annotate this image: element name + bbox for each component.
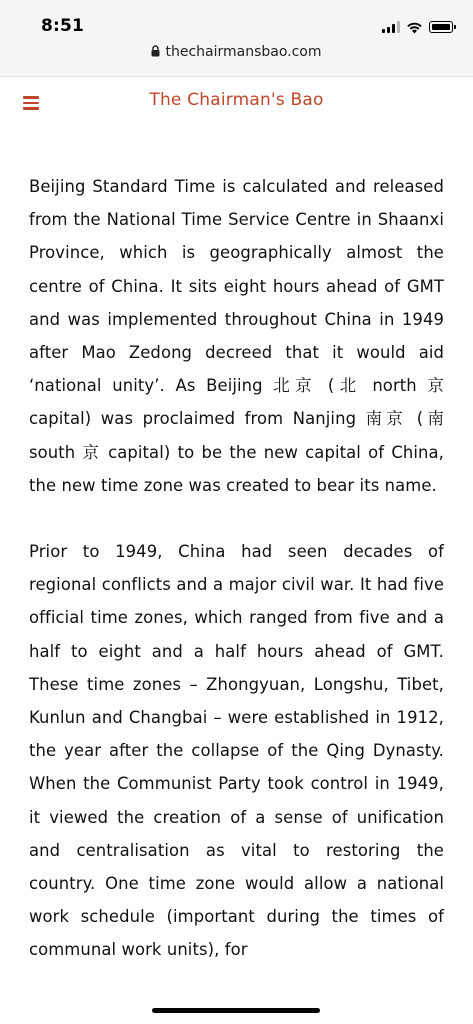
battery-icon (429, 21, 453, 33)
article-paragraph-2: Prior to 1949, China had seen decades of regional conflicts and a major civil war. It had five official time zones, which ranged from five and a half to eight and a half hours ahead of GMT. These time zones – Zhongyuan, Longshu, Tibet, Kunlun and Changbai – were established in 1912, the year after the collapse of the Qing Dynasty. When the Communist Party took control in 1949, it viewed the creation of a sense of unification and centralisation as vital to restoring the country. One time zone would allow a national work schedule (important during the times of communal work units), for (29, 542, 444, 960)
status-time: 8:51 (41, 16, 85, 36)
article-paragraph-1: Beijing Standard Time is calculated and released from the National Time Service Centre in Shaanxi Province, which is geographically almost the centre of China. It sits eight hours ahead of GMT and was implemented throughout China in 1949 after Mao Zedong decreed that it would aid ‘national unity’. As Beijing 北京 (北 north 京 capital) was proclaimed from Nanjing 南京 (南 south 京 capital) to be the new capital of China, the new time zone was created to bear its name. (29, 177, 444, 495)
site-title[interactable]: The Chairman's Bao (149, 90, 324, 110)
address-bar[interactable] (0, 44, 473, 60)
site-header (0, 77, 473, 127)
url-text: thechairmansbao.com (165, 44, 322, 60)
home-indicator[interactable] (152, 1008, 320, 1013)
browser-chrome (0, 0, 473, 77)
lock-icon (151, 45, 160, 57)
article-body (29, 170, 444, 1000)
cellular-signal-icon (382, 21, 400, 33)
status-icons (382, 19, 453, 35)
wifi-icon (406, 21, 423, 34)
